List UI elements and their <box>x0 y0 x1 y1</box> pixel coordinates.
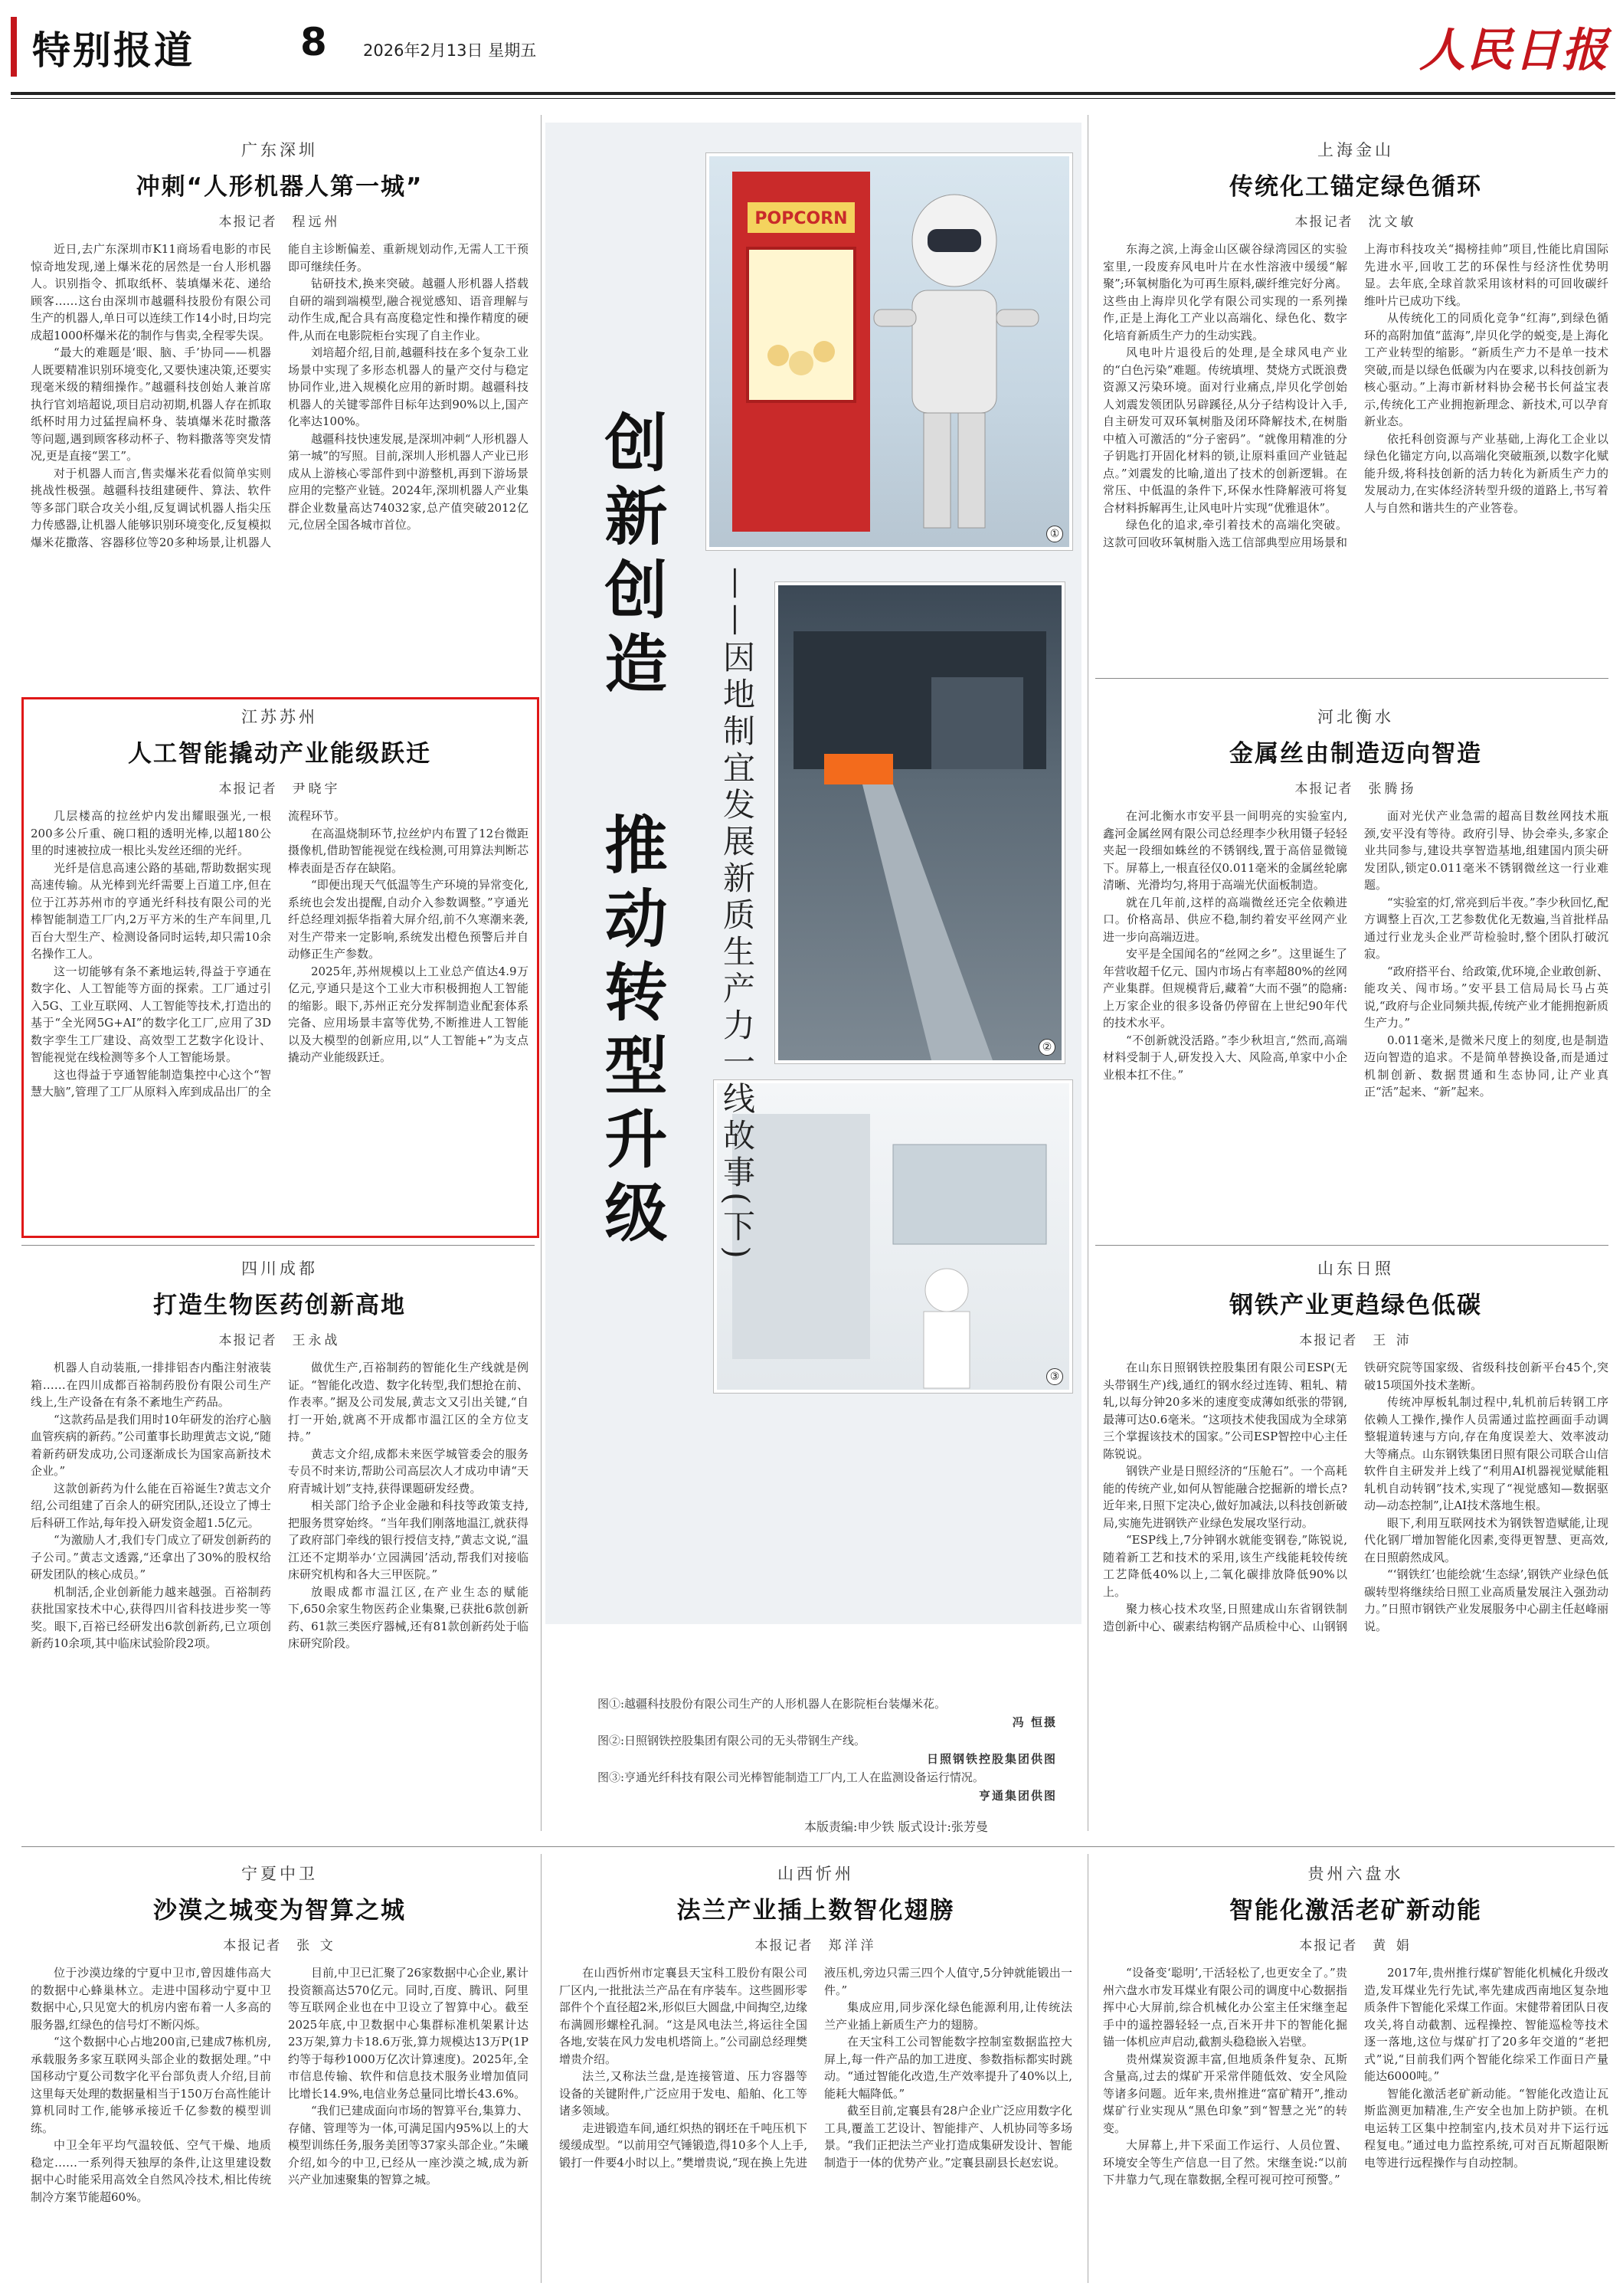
paragraph: 东海之滨,上海金山区碳谷绿湾园区的实验室里,一段废弃风电叶片在水性溶液中缓缓“解聚”;环氧树脂化为可再生原料,碳纤维完好分离。这些由上海岸贝化学有限公司实现的一系列操作,正是上海化工产业以高端化、绿色化、数字化培育新质生产力的生动实践。 <box>1103 242 1347 342</box>
paragraph: 在高温烧制环节,拉丝炉内布置了12台微距摄像机,借助智能视觉在线检测,可用算法判断芯棒表面是否存在缺陷。 <box>288 826 528 875</box>
robot-visor <box>928 229 981 252</box>
article-byline <box>31 778 528 797</box>
paragraph: 相关部门给予企业金融和科技等政策支持,把服务贯穿始终。“当年我们刚落地温江,就获得了政府部门牵线的银行授信支持,”黄志文说,“温江还不定期举办‘立园满园’活动,帮我们对接临床研究机构和各大三甲医院。” <box>288 1498 528 1581</box>
section-divider <box>21 1846 1615 1847</box>
byline-author: 王 沛 <box>1373 1333 1412 1348</box>
paragraph: 对于机器人而言,售卖爆米花看似简单实则挑战性极强。越疆科技组建硬件、算法、软件等多部门联合攻关小组,反复调试机器人指尖压力传感器,让机器人能够识别环境变化,反复模拟爆米花撒落、容器移位等20多种场景,让机器人能自主诊断偏差、重新规划动作,无需人工干预即可继续任务。 <box>31 242 528 549</box>
paragraph: “‘钢铁红’也能绘就‘生态绿’,钢铁产业绿色低碳转型将继续给日照工业高质量发展注入强劲动力。”日照市钢铁产业发展服务中心副主任赵峰丽说。 <box>1364 1567 1608 1633</box>
section-divider <box>21 1245 535 1246</box>
paragraph: 聚力核心技术攻坚,日照建成山东省钢铁制造创新中心、碳素结构钢产品质检中心、山钢钢铁研究院等国家级、省级科技创新平台45个,突破15项国外技术垄断。 <box>1103 1361 1608 1633</box>
article-location: 江苏苏州 <box>241 708 318 726</box>
paragraph: 2025年,苏州规模以上工业总产值达4.9万亿元,亨通只是这个工业大市积极拥抱人工智能的缩影。眼下,苏州正充分发挥制造业配套体系完备、应用场景丰富等优势,不断推进人工智能以及大模型的创新应用,以“人工智能+”为支点撬动产业能级跃迁。 <box>288 964 528 1064</box>
popcorn-sign-text: POPCORN <box>754 209 848 228</box>
paragraph: 近日,去广东深圳市K11商场看电影的市民惊奇地发现,递上爆米花的居然是一台人形机器人。识别指令、抓取纸杯、装填爆米花、递给顾客……这台由深圳市越疆科技股份有限公司生产的机器人,单日可以连续工作14小时,日均完成超1000杯爆米花的制作与售卖,全程零失误。 <box>31 242 271 342</box>
paragraph: 光纤是信息高速公路的基础,帮助数据实现高速传输。从光棒到光纤需要上百道工序,但在位于江苏苏州市的亨通光纤科技有限公司的光棒智能制造工厂内,2万平方米的生产车间里,几百台大型生产、检测设备同时运转,却只需10余名操作工人。 <box>31 860 271 961</box>
paragraph: 钢铁产业是日照经济的“压舱石”。一个高耗能的传统产业,如何从智能融合挖掘新的增长点?近年来,日照下定决心,做好加减法,以科技创新破局,实施先进钢铁产业绿色发展攻坚行动。 <box>1103 1464 1347 1530</box>
article-title: 沙漠之城变为智算之城 <box>153 1897 406 1924</box>
paragraph: 法兰,又称法兰盘,是连接管道、压力容器等设备的关键附件,广泛应用于发电、船舶、化工等诸多领域。 <box>559 2069 807 2117</box>
byline-role: 本报记者 <box>218 1333 277 1348</box>
article-location: 宁夏中卫 <box>241 1865 318 1883</box>
paragraph: 这也得益于亨通智能制造集控中心这个“智慧大脑”,管理了工厂从原料入库到成品出厂的全流程环节。 <box>31 809 346 1099</box>
article-body <box>1103 807 1608 1236</box>
feature-subtitle: ——因地制宜发展新质生产力一线故事(下) <box>718 567 756 1263</box>
article-location: 山东日照 <box>1317 1259 1394 1278</box>
byline-author: 尹晓宇 <box>292 781 341 797</box>
article-location: 山西忻州 <box>777 1865 854 1883</box>
paragraph: 截至目前,定襄县有28户企业广泛应用数字化工具,覆盖工艺设计、智能排产、人机协同等多场景。“我们正把法兰产业打造成集研发设计、智能制造于一体的优势产业。”定襄县副县长赵宏说。 <box>824 2104 1072 2170</box>
popcorn <box>789 351 813 375</box>
article-byline <box>559 1934 1072 1954</box>
byline-role: 本报记者 <box>1299 1333 1358 1348</box>
popcorn-window <box>748 248 855 401</box>
article-body <box>559 1964 1072 2294</box>
caption-1: 图①:越疆科技股份有限公司生产的人形机器人在影院柜台装爆米花。 <box>597 1697 947 1711</box>
paragraph: 集成应用,同步深化绿色能源利用,让传统法兰产业插上新质生产力的翅膀。 <box>824 2000 1072 2032</box>
article-body <box>1103 1964 1608 2294</box>
article-body <box>31 241 528 670</box>
article-body <box>31 807 528 1229</box>
paragraph: 这一切能够有条不紊地运转,得益于亨通在数字化、人工智能等方面的探索。工厂通过引入5G、工业互联网、人工智能等技术,打造出的基于“全光网5G+AI”的数字化工厂,应用了3D数字孪生工厂建设、高效型工艺数字化设计、智能视觉在线检测等多个人工智能场景。 <box>31 964 271 1064</box>
photo-fiber-factory <box>714 1080 1072 1393</box>
paragraph: 风电叶片退役后的处理,是全球风电产业的“白色污染”难题。传统填埋、焚烧方式既浪费资源又污染环境。面对行业痛点,岸贝化学创始人刘震发领团队另辟蹊径,从分子结构设计入手,自主研发可双环氧树脂及闭环降解技术,在树脂中植入可激活的“分子密码”。“就像用精准的分子钥匙打开固化材料的锁,让原料重回产业链起点。”刘震发的比喻,道出了技术的创新逻辑。在常压、中低温的条件下,环保水性降解液可将复合材料拆解再生,让风电叶片实现“优雅退休”。 <box>1103 346 1347 515</box>
paragraph: 绿色化的追求,牵引着技术的高端化突破。这款可回收环氧树脂入选工信部典型应用场景和上海市科技攻关“揭榜挂帅”项目,性能比肩国际先进水平,回收工艺的环保性与经济性优势明显。去年底,全球首款采用该材料的可回收碳纤维叶片已成功下线。 <box>1103 242 1608 549</box>
masthead-bar <box>11 17 17 77</box>
caption-2: 图②:日照钢铁控股集团有限公司的无头带钢生产线。 <box>597 1734 866 1747</box>
paragraph: “ESP线上,7分钟钢水就能变钢卷,”陈锐说,随着新工艺和技术的采用,该生产线能耗较传统工艺降低40%以上,二氧化碳排放降低90%以上。 <box>1103 1533 1347 1599</box>
article-byline <box>31 1329 528 1348</box>
paragraph: 传统冲厚板轧制过程中,轧机前后转钢工序依赖人工操作,操作人员需通过监控画面手动调整辊道转速与方向,存在角度误差大、效率波动大等痛点。山东钢铁集团日照有限公司联合山信软件自主研发并上线了“利用AI机器视觉赋能粗轧机自动转钢”技术,实现了“视觉感知—数据驱动—动态控制”,让AI技术落地生根。 <box>1364 1395 1608 1512</box>
article-suzhou <box>31 705 528 1226</box>
article-location: 河北衡水 <box>1317 708 1394 726</box>
article-byline <box>1103 778 1608 797</box>
byline-author: 郑洋洋 <box>828 1938 877 1954</box>
paragraph: 目前,中卫已汇聚了26家数据中心企业,累计投资额高达570亿元。同时,百度、腾讯、阿里等互联网企业也在中卫设立了智算中心。截至2025年底,中卫数据中心集群标准机架累计达23万架,算力卡18.6万张,算力规模达13万P(1P约等于每秒1000万亿次计算速度)。2025年,全市信息传输、软件和信息技术服务业增加值同比增长14.9%,电信业务总量同比增长43.6%。 <box>288 1966 528 2101</box>
article-location: 广东深圳 <box>241 141 318 159</box>
paragraph: “即便出现天气低温等生产环境的异常变化,系统也会发出提醒,自动介入参数调整。”亨通光纤总经理刘振华指着大屏介绍,前不久寒潮来袭,对生产带来一定影响,系统发出橙色预警后并自动修正生产参数。 <box>288 878 528 961</box>
article-liupanshui <box>1103 1862 1608 2287</box>
byline-author: 王永战 <box>292 1333 341 1348</box>
caption-3: 图③:亨通光纤科技有限公司光棒智能制造工厂内,工人在监测设备运行情况。 <box>597 1770 984 1784</box>
caption-3-credit: 亨通集团供图 <box>978 1789 1057 1803</box>
paragraph: 从传统化工的同质化竞争“红海”,到绿色循环的高附加值“蓝海”,岸贝化学的蜕变,是上海化工产业转型的缩影。“新质生产力不是单一技术突破,而是以绿色低碳为内在要求,以科技创新为核心驱动。”上海市新材料协会秘书长何益宝表示,传统化工产业拥抱新理念、新技术,可以孕育新业态。 <box>1364 311 1608 428</box>
article-body <box>31 1964 528 2294</box>
byline-role: 本报记者 <box>223 1938 282 1954</box>
article-title: 金属丝由制造迈向智造 <box>1229 740 1482 768</box>
paragraph: “这个数据中心占地200亩,已建成7栋机房,承载服务多家互联网头部企业的数据处理。”中国移动宁夏公司数字化平台部负责人介绍,目前这里每天处理的数据量相当于150万台高性能计算机同时工作,能够承接近千亿参数的模型训练。 <box>31 2035 271 2135</box>
paragraph: 在山东日照钢铁控股集团有限公司ESP(无头带钢生产)线,通红的钢水经过连铸、粗轧、精轧,以每分钟20多米的速度变成薄如纸张的带钢,最薄可达0.6毫米。“这项技术使我国成为全球第三个掌握该技术的国家。”公司ESP智控中心主任陈锐说。 <box>1103 1361 1347 1461</box>
paragraph: “为激励人才,我们专门成立了研发创新药的子公司。”黄志文透露,“还拿出了30%的股权给研发团队的核心成员。” <box>31 1533 271 1581</box>
article-title: 冲刺“人形机器人第一城” <box>136 173 424 201</box>
paragraph: 安平是全国闻名的“丝网之乡”。这里诞生了年营收超千亿元、国内市场占有率超80%的丝网产业集群。但规模背后,藏着“大而不强”的隐痛:上万家企业的很多设备仍停留在上世纪90年代的技术水平。 <box>1103 947 1347 1030</box>
paragraph: “这款药品是我们用时10年研发的治疗心脑血管疾病的新药。”公司董事长助理黄志文说,“随着新药研发成功,公司逐渐成长为国家高新技术企业。” <box>31 1412 271 1478</box>
paragraph: 这款创新药为什么能在百裕诞生?黄志文介绍,公司组建了百余人的研究团队,还设立了博士后科研工作站,每年投入研发资金超1.5亿元。 <box>31 1481 271 1530</box>
paragraph: 做优生产,百裕制药的智能化生产线就是例证。“智能化改造、数字化转型,我们想抢在前、作表率。”据及公司发展,黄志文又引出关键,“自打一开始,就离不开成都市温江区的全方位支持。” <box>288 1361 528 1443</box>
paragraph: 越疆科技快速发展,是深圳冲刺“人形机器人第一城”的写照。目前,深圳人形机器人产业已形成从上游核心零部件到中游整机,再到下游场景应用的完整产业链。2024年,深圳机器人产业集群企业数量高达74032家,总产值突破2012亿元,位居全国各城市首位。 <box>288 431 528 532</box>
byline-role: 本报记者 <box>1294 215 1353 230</box>
byline-author: 沈文敏 <box>1368 215 1417 230</box>
article-location: 四川成都 <box>241 1259 318 1278</box>
section-title: 特别报道 <box>32 28 195 73</box>
article-body <box>1103 1359 1608 1834</box>
paragraph: 面对光伏产业急需的超高目数丝网技术瓶颈,安平没有等待。政府引导、协会牵头,多家企业共同参与,建设共享智造基地,组建国内顶尖研发团队,锁定0.011毫米不锈钢微丝这一行业难题。 <box>1364 809 1608 892</box>
article-byline <box>1103 1934 1608 1954</box>
article-location: 贵州六盘水 <box>1307 1865 1404 1883</box>
byline-role: 本报记者 <box>218 215 277 230</box>
byline-author: 程远州 <box>292 215 341 230</box>
photo-number: ① <box>1046 526 1063 542</box>
caption-2-credit: 日照钢铁控股集团供图 <box>926 1752 1057 1766</box>
section-divider <box>1095 678 1608 679</box>
article-byline <box>1103 211 1608 230</box>
photo-number: ③ <box>1046 1368 1063 1385</box>
paragraph: “设备变‘聪明’,干活轻松了,也更安全了。”贵州六盘水市发耳煤业有限公司的调度中心数据指挥中心大屏前,综合机械化办公室主任宋继奎起手中的遥控器轻轻一点,百米开井下的智能化掘锚一体机应声启动,截割头稳稳嵌入岩壁。 <box>1103 1966 1347 2049</box>
steel-illustration <box>778 585 1062 1060</box>
article-byline <box>31 1934 528 1954</box>
article-chengdu <box>31 1256 528 1831</box>
photo-number: ② <box>1039 1039 1055 1056</box>
paragraph: 中卫全年平均气温较低、空气干燥、地质稳定……一系列得天独厚的条件,让这里建设数据中心时能采用高效全自然风冷技术,相比传统制冷方案节能超60%。 <box>31 2138 271 2204</box>
paragraph: 放眼成都市温江区,在产业生态的赋能下,650余家生物医药企业集聚,已获批6款创新药、61款三类医疗器械,还有81款创新药处于临床研究阶段。 <box>288 1584 528 1650</box>
paragraph: “不创新就没活路。”李少秋坦言,“然而,高端材料受制于人,研发投入大、风险高,单家中小企业根本扛不住。” <box>1103 1033 1347 1082</box>
feature-headline-b: 推动转型升级 <box>594 812 667 1253</box>
byline-author: 张 文 <box>296 1938 336 1954</box>
hot-strip <box>824 754 893 784</box>
paragraph: 机器人自动装瓶,一排排铝杏内酯注射液装箱……在四川成都百裕制药股份有限公司生产线上,生产设备在有条不紊地生产药品。 <box>31 1361 271 1409</box>
byline-role: 本报记者 <box>218 781 277 797</box>
conveyor <box>862 784 993 1060</box>
editor-credit: 本版责编:申少铁 版式设计:张芳曼 <box>804 1819 988 1834</box>
photo-robot <box>706 153 1072 550</box>
article-body <box>1103 241 1608 670</box>
masthead-rule-thin <box>11 98 1615 99</box>
photo-captions <box>597 1695 1057 1805</box>
factory-illustration <box>717 1083 1069 1390</box>
robot-leg <box>924 413 951 528</box>
article-jinshan <box>1103 138 1608 667</box>
article-shenzhen <box>31 138 528 667</box>
byline-author: 黄 娟 <box>1373 1938 1412 1954</box>
paragraph: 黄志文介绍,成都未来医学城管委会的服务专员不时来访,帮助公司高层次人才成功申请“天府青城计划”支持,获得课题研发经费。 <box>288 1446 528 1495</box>
article-title: 智能化激活老矿新动能 <box>1229 1897 1482 1924</box>
paragraph: 0.011毫米,是微米尺度上的刻度,也是制造迈向智造的追求。不是简单替换设备,而是通过机制创新、数据贯通和生态协同,让产业真正“活”起来、“新”起来。 <box>1364 1033 1608 1099</box>
paragraph: 在山西忻州市定襄县天宝科工股份有限公司厂区内,一批批法兰产品在有序装车。这些圆形零部件个个直径超2米,形似巨大圆盘,中间掏空,边缘布满圆形螺栓孔洞。“这是风电法兰,将运往全国各地,安装在风力发电机塔筒上。”公司副总经理樊增贵介绍。 <box>559 1966 807 2066</box>
paragraph: 2017年,贵州推行煤矿智能化机械化升级改造,发耳煤业先行先试,率先建成西南地区复杂地质条件下智能化采煤工作面。宋健带着团队日夜攻关,将自动截割、远程操控、智能巡检等技术逐一落地,这位与煤矿打了20多年交道的“老把式”说,“目前我们两个智能化综采工作面日产量能达6000吨。” <box>1364 1966 1608 2083</box>
paragraph: “政府搭平台、给政策,优环境,企业敢创新、能攻关、闯市场。”安平县工信局局长马占英说,“政府与企业同频共振,传统产业才能拥抱新质生产力。” <box>1364 964 1608 1030</box>
column-divider <box>541 115 542 1831</box>
article-title: 传统化工锚定绿色循环 <box>1229 173 1482 201</box>
robot-leg <box>958 413 985 528</box>
page-number: 8 <box>300 20 327 64</box>
article-hengshui <box>1103 705 1608 1233</box>
article-title: 钢铁产业更趋绿色低碳 <box>1229 1292 1482 1319</box>
byline-author: 张腾扬 <box>1368 781 1417 797</box>
caption-1-credit: 冯 恒摄 <box>1012 1715 1057 1729</box>
paragraph: 在天宝科工公司智能数字控制室数据监控大屏上,每一件产品的加工进度、参数指标都实时跳动。“通过智能化改造,生产效率提升了40%以上,能耗大幅降低。” <box>824 2035 1072 2101</box>
article-location: 上海金山 <box>1317 141 1394 159</box>
paragraph: 大屏幕上,井下采面工作运行、人员位置、环境安全等生产信息一目了然。宋继奎说:“以前下井靠力气,现在靠数据,全程可视可控可预警。” <box>1103 2138 1347 2186</box>
article-body <box>31 1359 528 1834</box>
worker-head <box>925 1269 968 1312</box>
newspaper-logo: 人民日报 <box>1419 24 1609 77</box>
byline-role: 本报记者 <box>1299 1938 1358 1954</box>
article-xinzhou <box>559 1862 1072 2287</box>
article-title: 法兰产业插上数智化翅膀 <box>676 1897 955 1924</box>
article-zhongwei <box>31 1862 528 2287</box>
paragraph: 在河北衡水市安平县一间明亮的实验室内,鑫河金属丝网有限公司总经理李少秋用镊子轻轻夹起一段细如蛛丝的不锈钢线,置于高倍显微镜下。屏幕上,一根直径仅0.011毫米的金属丝轮廓清晰、光滑均匀,将用于高端光伏面板制造。 <box>1103 809 1347 892</box>
paragraph: 就在几年前,这样的高端微丝还完全依赖进口。价格高昂、供应不稳,制约着安平丝网产业进一步向高端迈进。 <box>1103 895 1347 944</box>
paragraph: 钻研技术,换来突破。越疆人形机器人搭载自研的端到端模型,融合视觉感知、语音理解与动作生成,配合具有高度稳定性和操作精度的硬件,从而在电影院柜台实现了自主作业。 <box>288 277 528 342</box>
byline-role: 本报记者 <box>1294 781 1353 797</box>
article-byline <box>1103 1329 1608 1348</box>
byline-role: 本报记者 <box>754 1938 813 1954</box>
paragraph: “我们已建成面向市场的智算平台,集算力、存储、管理等为一体,可满足国内95%以上的大模型训练任务,服务美团等37家头部企业。”朱曦介绍,如今的中卫,已经从一座沙漠之城,成为新兴产业加速聚集的智算之城。 <box>288 2104 528 2186</box>
popcorn <box>813 341 835 362</box>
paragraph: 刘培超介绍,目前,越疆科技在多个复杂工业场景中实现了多形态机器人的量产交付与稳定协同作业,进入规模化应用的新时期。越疆科技机器人的关键零部件目标年达到90%以上,国产化率达100%。 <box>288 346 528 428</box>
column-divider <box>541 1854 542 2283</box>
section-divider <box>1095 1245 1608 1246</box>
feature-panel <box>545 123 1081 1624</box>
monitor-screen <box>893 1145 1046 1244</box>
masthead <box>11 17 1615 77</box>
paragraph: 智能化激活老矿新动能。“智能化改造让瓦斯监测更加精准,生产安全也加上防护锁。在机电运转工区集中控制室内,技术员对井下运行远程复电。”通过电力监控系统,可对百瓦斯超限断电等进行远程操作与自动控制。 <box>1364 2086 1608 2170</box>
popcorn <box>767 345 789 366</box>
paragraph: 位于沙漠边缘的宁夏中卫市,曾因雄伟高大的数据中心蜂巢林立。走进中国移动宁夏中卫数据中心,只见宽大的机房内密布着一人多高的服务器,红绿色的信号灯不断闪烁。 <box>31 1966 271 2032</box>
paragraph: 贵州煤炭资源丰富,但地质条件复杂、瓦斯含量高,过去的煤矿开采常伴随低效、安全风险等诸多问题。近年来,贵州推进“富矿精开”,推动煤矿行业实现从“黑色印象”到“智慧之光”的转变。 <box>1103 2052 1347 2135</box>
masthead-rule <box>11 92 1615 95</box>
photo-steel-line <box>775 582 1065 1063</box>
feature-headline-a: 创新创造 <box>594 410 667 704</box>
article-title: 打造生物医药创新高地 <box>153 1292 406 1319</box>
paragraph: “实验室的灯,常亮到后半夜。”李少秋回忆,配方调整上百次,工艺参数优化无数遍,当首批样品通过行业龙头企业严苛检验时,整个团队打破沉寂。 <box>1364 895 1608 961</box>
robot-illustration <box>709 156 1069 547</box>
robot-arm <box>996 310 1039 326</box>
rolling-mill <box>931 677 1023 769</box>
article-rizhao <box>1103 1256 1608 1831</box>
paragraph: 依托科创资源与产业基础,上海化工企业以绿色化锚定方向,以高端化突破瓶颈,以数字化赋能升级,将科技创新的活力转化为新质生产力的发展动力,在实体经济转型升级的道路上,书写着人与自然和谐共生的产业答卷。 <box>1364 431 1608 515</box>
worker-body <box>924 1312 970 1388</box>
article-byline <box>31 211 528 230</box>
paragraph: 几层楼高的拉丝炉内发出耀眼强光,一根200多公斤重、碗口粗的透明光棒,以超180公里的时速被拉成一根比头发丝还细的光纤。 <box>31 809 271 857</box>
publication-date: 2026年2月13日 星期五 <box>363 41 537 60</box>
paragraph: 眼下,利用互联网技术为钢铁智造赋能,让现代化钢厂增加智能化因素,变得更智慧、更高效,在日照蔚然成风。 <box>1364 1515 1608 1564</box>
paragraph: “最大的难题是‘眼、脑、手’协同——机器人既要精准识别环境变化,又要快速决策,还要实现毫米级的精细操作。”越疆科技创始人兼首席执行官刘培超说,项目启动初期,机器人存在抓取纸杯时用力过猛捏扁杯身、装填爆米花时撒落等问题,遇到顾客移动杯子、物料撒落等突发情况,更是直接“罢工”。 <box>31 346 271 463</box>
robot-arm <box>874 310 916 326</box>
paragraph: 走进锻造车间,通红炽热的钢坯在千吨压机下缓缓成型。“以前用空气锤锻造,得10多个人上手,锻打一件要4小时以上。”樊增贵说,“现在换上先进液压机,旁边只需三四个人值守,5分钟就能锻出一件。” <box>559 1966 1072 2170</box>
paragraph: 机制活,企业创新能力越来越强。百裕制药获批国家技术中心,获得四川省科技进步奖一等奖。眼下,百裕已经研发出6款创新药,已立项创新药10余项,其中临床试验阶段2项。 <box>31 1584 271 1650</box>
article-title: 人工智能撬动产业能级跃迁 <box>128 740 431 768</box>
robot-torso <box>912 290 996 413</box>
